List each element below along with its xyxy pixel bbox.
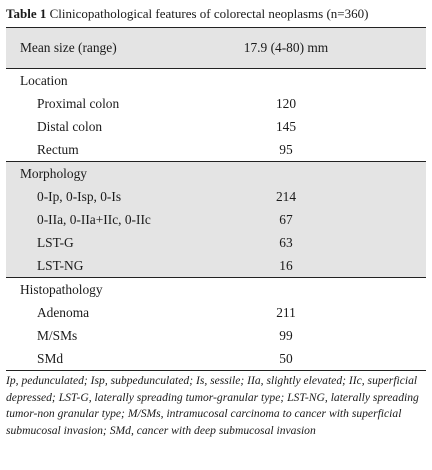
row-label: M/SMs <box>37 328 78 343</box>
table-row <box>6 347 426 370</box>
table-row <box>6 231 426 254</box>
group-heading-histopathology <box>6 277 426 301</box>
table-row <box>6 324 426 347</box>
row-label: Adenoma <box>37 305 90 320</box>
row-value: 120 <box>275 96 297 111</box>
row-value: 16 <box>279 258 293 273</box>
group-label: Location <box>20 73 68 88</box>
row-label: Distal colon <box>37 119 103 134</box>
row-value: 50 <box>279 351 293 366</box>
table-row <box>6 92 426 115</box>
group-label: Histopathology <box>20 282 103 297</box>
table-row <box>6 208 426 231</box>
data-table <box>6 27 426 371</box>
row-value: 99 <box>279 328 293 343</box>
table-row <box>6 138 426 161</box>
group-label: Morphology <box>20 166 87 181</box>
row-label: LST-G <box>37 235 74 250</box>
table-row <box>6 185 426 208</box>
table-row <box>6 301 426 324</box>
row-label: Proximal colon <box>37 96 120 111</box>
row-label: LST-NG <box>37 258 84 273</box>
row-label: 0-Ip, 0-Isp, 0-Is <box>37 189 122 204</box>
row-label: 0-IIa, 0-IIa+IIc, 0-IIc <box>37 212 151 227</box>
row-value: 63 <box>279 235 293 250</box>
table-number: Table 1 <box>6 6 47 21</box>
row-value: 67 <box>279 212 293 227</box>
group-heading-location <box>6 69 426 92</box>
table-row <box>6 254 426 277</box>
table-caption: Clinicopathological features of colorectal neoplasms (n=360) <box>46 6 369 21</box>
table-title <box>6 6 368 22</box>
table-row <box>6 115 426 138</box>
row-value: 145 <box>275 119 297 134</box>
row-value: 211 <box>276 305 296 320</box>
header-value: 17.9 (4-80) mm <box>243 40 329 55</box>
row-label: Rectum <box>37 142 79 157</box>
header-label: Mean size (range) <box>20 40 117 55</box>
table-footnote: Ip, pedunculated; Isp, subpedunculated; Is, sessile; IIa, slightly elevated; IIc, superficial depressed; LST-G, laterally spreading tumor-granular type; LST-NG, laterally spreading tumor-non granular type; M/SMs, intramucosal carcinoma to cancer with superficial submucosal invasion; SMd, cancer with deep submucosal invasion <box>6 374 419 437</box>
row-value: 214 <box>275 189 297 204</box>
row-label: SMd <box>37 351 64 366</box>
row-value: 95 <box>279 142 293 157</box>
table-header-row <box>6 28 426 69</box>
group-heading-morphology <box>6 161 426 185</box>
